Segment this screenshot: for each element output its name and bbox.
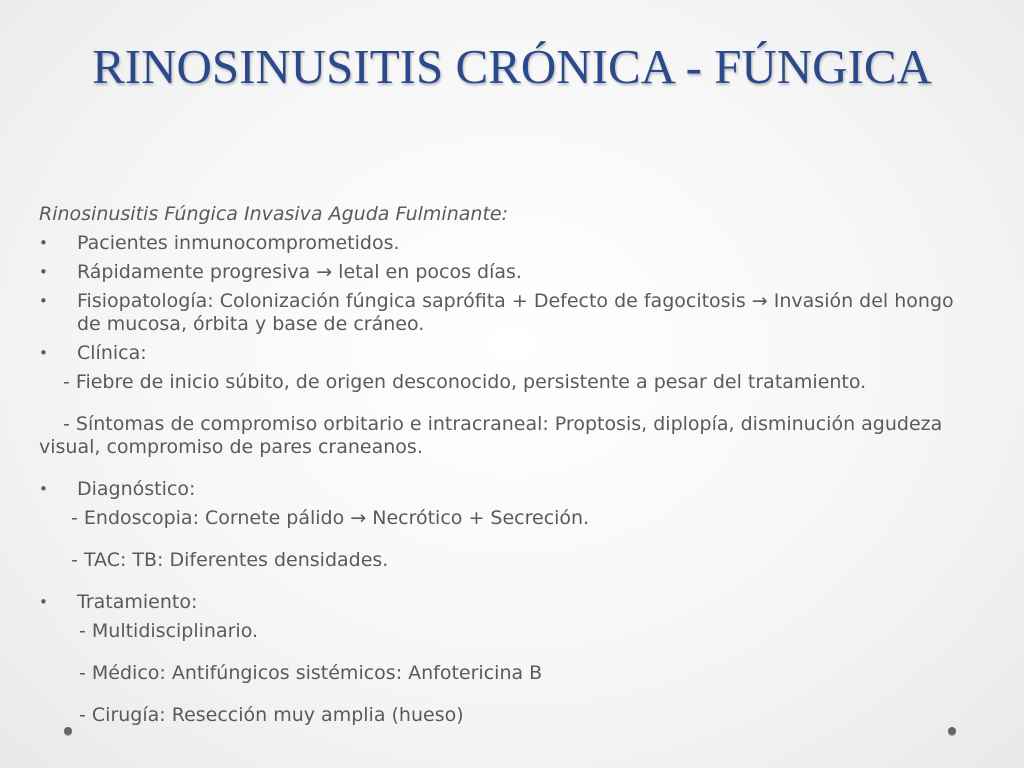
bullet-text: Diagnóstico: <box>77 478 196 500</box>
bullet-item <box>39 478 959 501</box>
bullet-item <box>39 290 959 336</box>
bullet-item <box>39 232 959 255</box>
slide-title: RINOSINUSITIS CRÓNICA - FÚNGICA <box>92 39 932 94</box>
bullet-marker: • <box>39 292 48 310</box>
bullet-marker: • <box>39 263 48 281</box>
decorative-dot-left <box>64 727 72 735</box>
tratamiento-item: - Médico: Antifúngicos sistémicos: Anfotericina B <box>79 662 543 684</box>
bullet-marker: • <box>39 234 48 252</box>
section-subtitle: Rinosinusitis Fúngica Invasiva Aguda Fulminante: <box>39 203 508 225</box>
bullet-text: Rápidamente progresiva → letal en pocos días. <box>77 261 522 283</box>
bullet-text: Clínica: <box>77 342 147 364</box>
bullet-text: Tratamiento: <box>77 591 198 613</box>
clinica-item: - Fiebre de inicio súbito, de origen desconocido, persistente a pesar del tratamiento. <box>63 371 867 393</box>
tratamiento-item: - Cirugía: Resección muy amplia (hueso) <box>79 704 464 726</box>
bullet-marker: • <box>39 593 48 611</box>
bullet-marker: • <box>39 480 48 498</box>
diagnostico-item: - TAC: TB: Diferentes densidades. <box>71 549 389 571</box>
bullet-marker: • <box>39 344 48 362</box>
slide-body <box>39 203 959 746</box>
bullet-text: Pacientes inmunocomprometidos. <box>77 232 400 254</box>
bullet-text: Fisiopatología: Colonización fúngica saprófita + Defecto de fagocitosis → Invasión del hongo de mucosa, órbita y base de cráneo. <box>77 290 954 335</box>
decorative-dot-right <box>948 727 956 735</box>
tratamiento-item: - Multidisciplinario. <box>79 620 259 642</box>
diagnostico-item: - Endoscopia: Cornete pálido → Necrótico + Secreción. <box>71 507 590 529</box>
clinica-item: - Síntomas de compromiso orbitario e intracraneal: Proptosis, diplopía, disminución agudeza visual, compromiso de pares craneanos. <box>39 413 943 458</box>
bullet-item <box>39 591 959 614</box>
bullet-item <box>39 342 959 365</box>
bullet-item <box>39 261 959 284</box>
